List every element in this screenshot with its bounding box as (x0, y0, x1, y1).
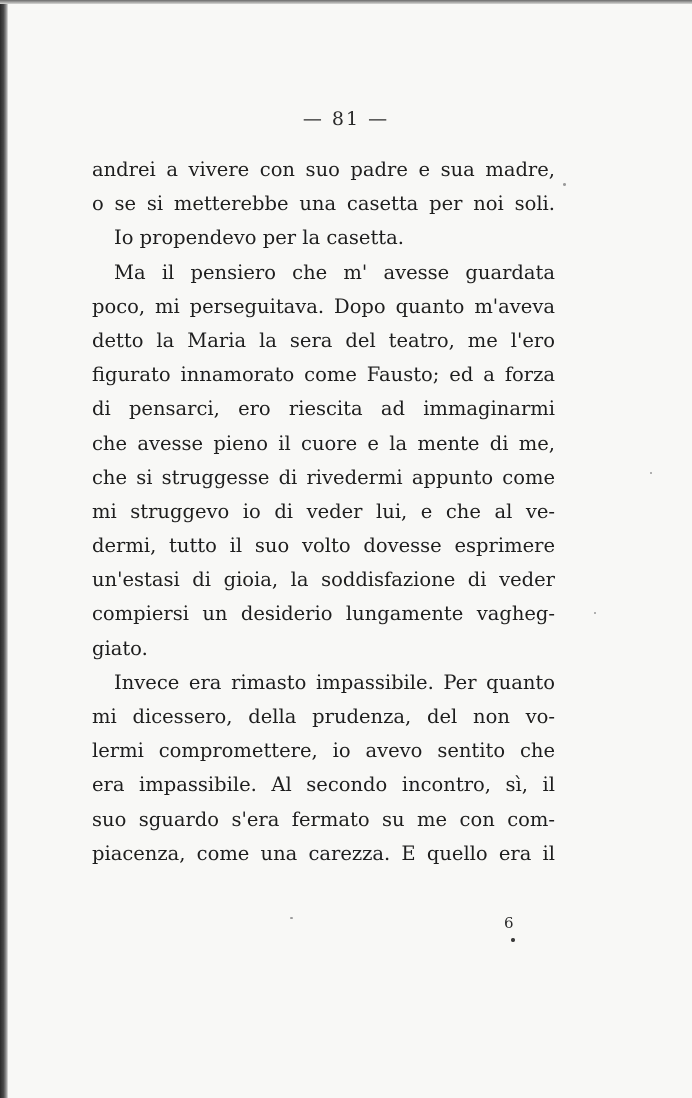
text-line: che si struggesse di rivedermi appunto come (92, 465, 555, 489)
text-line: che avesse pieno il cuore e la mente di me, (92, 431, 555, 455)
text-line: poco, mi perseguitava. Dopo quanto m'aveva (92, 294, 555, 318)
page-number: — 81 — (302, 108, 390, 130)
text-line: compiersi un desiderio lungamente vagheg- (92, 602, 555, 626)
text-line: mi struggevo io di veder lui, e che al ve- (92, 499, 555, 523)
paper-speck (594, 612, 596, 614)
text-line: andrei a vivere con suo padre e sua madre, (92, 158, 555, 181)
text-line: Invece era rimasto impassibile. Per quanto (114, 670, 555, 694)
text-line: lermi compromettere, io avevo sentito che (92, 739, 555, 763)
text-line: piacenza, come una carezza. E quello era il (92, 841, 555, 865)
text-line: mi dicessero, della prudenza, del non vo- (92, 705, 555, 728)
paper-speck (290, 917, 293, 919)
body-text (92, 153, 555, 871)
text-line: figurato innamorato come Fausto; ed a forza (92, 363, 555, 387)
book-spine-shadow (0, 0, 8, 1098)
text-line: suo sguardo s'era fermato su me con com- (92, 807, 555, 831)
text-line: era impassibile. Al secondo incontro, sì, il (92, 773, 555, 797)
signature-dot (511, 938, 515, 942)
paper-speck (563, 183, 566, 186)
text-line: di pensarci, ero riescita ad immaginarmi (92, 397, 555, 421)
text-line: Ma il pensiero che m' avesse guardata (114, 260, 555, 284)
text-line: un'estasi di gioia, la soddisfazione di veder (92, 568, 555, 592)
text-line: Io propendevo per la casetta. (114, 226, 404, 250)
paper-speck (650, 472, 652, 474)
text-line: giato. (92, 636, 148, 660)
text-line: detto la Maria la sera del teatro, me l'ero (92, 328, 555, 352)
signature-mark: 6 (504, 914, 514, 932)
text-line: o se si metterebbe una casetta per noi soli. (92, 192, 555, 216)
text-line: dermi, tutto il suo volto dovesse esprimere (92, 534, 555, 558)
page-top-edge (0, 0, 692, 4)
